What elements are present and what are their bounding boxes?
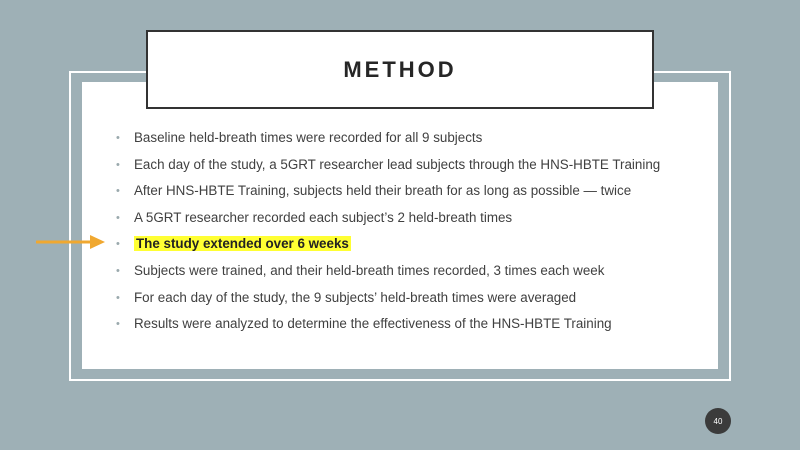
list-item: [116, 178, 660, 205]
highlighted-bullet-text: The study extended over 6 weeks: [136, 236, 349, 252]
list-item-highlighted: [116, 231, 660, 258]
list-item: [116, 311, 660, 338]
page-number: 40: [713, 416, 723, 426]
bullet-list: [116, 125, 660, 338]
list-item: [116, 285, 660, 312]
bullet-text: Baseline held-breath times were recorded for all 9 subjects: [134, 130, 483, 145]
bullet-text: Each day of the study, a 5GRT researcher lead subjects through the HNS-HBTE Training: [134, 156, 661, 172]
list-item: [116, 205, 660, 232]
bullet-icon: •: [116, 132, 120, 144]
bullet-text: Results were analyzed to determine the effectiveness of the HNS-HBTE Training: [134, 316, 612, 332]
title-box: [146, 30, 654, 109]
bullet-icon: •: [116, 211, 120, 224]
bullet-icon: •: [116, 264, 120, 277]
list-item: [116, 125, 660, 152]
bullet-text: Subjects were trained, and their held-breath times recorded, 3 times each week: [134, 262, 605, 278]
bullet-icon: •: [116, 158, 120, 171]
bullet-text: A 5GRT researcher recorded each subject’s 2 held-breath times: [134, 209, 513, 225]
bullet-text: For each day of the study, the 9 subjects’ held-breath times were averaged: [134, 289, 577, 305]
bullet-icon: •: [116, 318, 120, 331]
bullet-icon: •: [116, 291, 120, 304]
bullet-icon: •: [116, 238, 120, 251]
list-item: [116, 258, 660, 285]
slide-title: METHOD: [343, 56, 457, 82]
arrow-right-icon: [36, 234, 106, 250]
list-item: [116, 152, 660, 179]
page-number-badge: [705, 408, 731, 434]
bullet-icon: •: [116, 185, 120, 198]
bullet-text: After HNS-HBTE Training, subjects held their breath for as long as possible — twice: [134, 183, 632, 199]
